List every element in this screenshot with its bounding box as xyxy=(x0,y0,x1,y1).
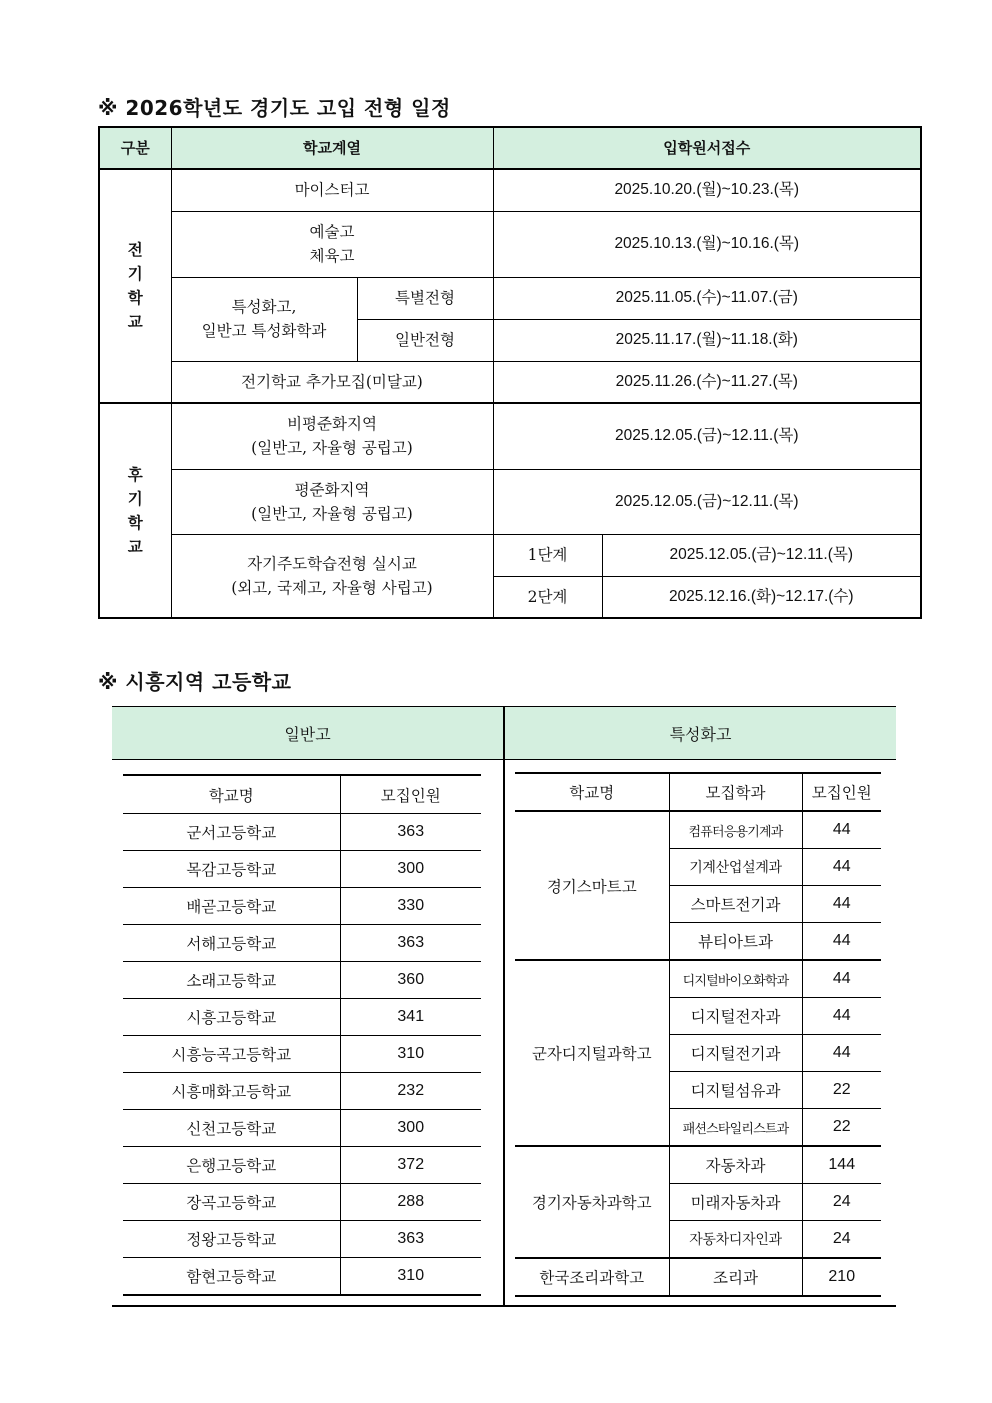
school-name: 경기스마트고 xyxy=(515,811,669,960)
period-cell: 2025.10.20.(월)~10.23.(목) xyxy=(493,169,921,211)
header-quota: 모집인원 xyxy=(340,775,481,814)
header-school-type: 학교계열 xyxy=(171,127,493,169)
quota: 341 xyxy=(340,999,481,1036)
department: 디지털전기과 xyxy=(669,1035,802,1072)
school-name: 경기자동차과학고 xyxy=(515,1146,669,1258)
school-name: 서해고등학교 xyxy=(123,925,340,962)
school-name: 배곧고등학교 xyxy=(123,888,340,925)
sub-type-cell: 일반전형 xyxy=(357,319,493,361)
school-type-cell: 전기학교 추가모집(미달교) xyxy=(171,361,493,403)
school-name: 시흥능곡고등학교 xyxy=(123,1036,340,1073)
quota: 363 xyxy=(340,925,481,962)
header-category: 구분 xyxy=(99,127,171,169)
quota: 310 xyxy=(340,1036,481,1073)
school-name: 장곡고등학교 xyxy=(123,1184,340,1221)
quota: 363 xyxy=(340,1221,481,1258)
table-row xyxy=(515,1146,881,1184)
table-row xyxy=(515,1258,881,1296)
header-department: 모집학과 xyxy=(669,773,802,811)
table-row xyxy=(515,960,881,998)
school-type-cell: 마이스터고 xyxy=(171,169,493,211)
bottom-rule xyxy=(112,1305,896,1307)
department: 조리과 xyxy=(669,1258,802,1296)
header-application-period: 입학원서접수 xyxy=(493,127,921,169)
department: 뷰티아트과 xyxy=(669,923,802,961)
quota: 360 xyxy=(340,962,481,999)
quota: 372 xyxy=(340,1147,481,1184)
quota: 288 xyxy=(340,1184,481,1221)
quota: 24 xyxy=(802,1184,881,1221)
quota: 232 xyxy=(340,1073,481,1110)
table-row xyxy=(123,1036,481,1073)
sub-type-cell: 특별전형 xyxy=(357,277,493,319)
department: 컴퓨터응용기계과 xyxy=(669,811,802,849)
quota: 44 xyxy=(802,923,881,961)
department: 기계산업설계과 xyxy=(669,849,802,886)
column-divider xyxy=(503,706,505,1307)
school-name: 군서고등학교 xyxy=(123,814,340,851)
early-schools-label: 전기학교 xyxy=(99,169,171,403)
department: 디지털섬유과 xyxy=(669,1072,802,1109)
table-row xyxy=(123,1184,481,1221)
school-name: 정왕고등학교 xyxy=(123,1221,340,1258)
quota: 210 xyxy=(802,1258,881,1296)
table-row xyxy=(515,811,881,849)
quota: 44 xyxy=(802,849,881,886)
header-school-name: 학교명 xyxy=(123,775,340,814)
quota: 363 xyxy=(340,814,481,851)
table-row xyxy=(123,925,481,962)
department: 패션스타일리스트과 xyxy=(669,1109,802,1147)
table-row xyxy=(123,1073,481,1110)
department: 디지털전자과 xyxy=(669,998,802,1035)
quota: 310 xyxy=(340,1258,481,1296)
school-name: 신천고등학교 xyxy=(123,1110,340,1147)
table-row xyxy=(123,999,481,1036)
school-type-cell: 특성화고, 일반고 특성화학과 xyxy=(171,277,357,361)
special-school-header: 특성화고 xyxy=(505,706,896,760)
table-row xyxy=(123,1147,481,1184)
period-cell: 2025.12.05.(금)~12.11.(목) xyxy=(493,469,921,534)
school-name: 한국조리과학고 xyxy=(515,1258,669,1296)
table-row xyxy=(123,1258,481,1296)
special-schools-table xyxy=(515,772,881,1297)
school-name: 소래고등학교 xyxy=(123,962,340,999)
school-name: 군자디지털과학고 xyxy=(515,960,669,1146)
quota: 144 xyxy=(802,1146,881,1184)
quota: 330 xyxy=(340,888,481,925)
school-name: 목감고등학교 xyxy=(123,851,340,888)
table-row xyxy=(123,814,481,851)
period-cell: 2025.12.05.(금)~12.11.(목) xyxy=(493,403,921,469)
school-type-cell: 자기주도학습전형 실시교 (외고, 국제고, 자율형 사립고) xyxy=(171,534,493,618)
department: 자동차디자인과 xyxy=(669,1221,802,1259)
department: 스마트전기과 xyxy=(669,886,802,923)
period-cell: 2025.11.26.(수)~11.27.(목) xyxy=(493,361,921,403)
stage-cell: 1단계 xyxy=(493,534,602,576)
general-schools-table xyxy=(123,774,481,1296)
school-name: 은행고등학교 xyxy=(123,1147,340,1184)
table-row xyxy=(123,1110,481,1147)
header-school-name: 학교명 xyxy=(515,773,669,811)
department: 디지털바이오화학과 xyxy=(669,960,802,998)
school-name: 시흥매화고등학교 xyxy=(123,1073,340,1110)
period-cell: 2025.12.05.(금)~12.11.(목) xyxy=(602,534,921,576)
quota: 44 xyxy=(802,811,881,849)
table-row xyxy=(123,851,481,888)
school-type-cell: 예술고 체육고 xyxy=(171,211,493,277)
table-row xyxy=(123,888,481,925)
period-cell: 2025.11.17.(월)~11.18.(화) xyxy=(493,319,921,361)
quota: 22 xyxy=(802,1109,881,1147)
quota: 300 xyxy=(340,1110,481,1147)
period-cell: 2025.10.13.(월)~10.16.(목) xyxy=(493,211,921,277)
general-school-header: 일반고 xyxy=(112,706,503,760)
table-row xyxy=(123,1221,481,1258)
quota: 300 xyxy=(340,851,481,888)
header-quota: 모집인원 xyxy=(802,773,881,811)
department: 자동차과 xyxy=(669,1146,802,1184)
admission-schedule-table xyxy=(98,126,922,619)
school-type-cell: 비평준화지역 (일반고, 자율형 공립고) xyxy=(171,403,493,469)
school-name: 시흥고등학교 xyxy=(123,999,340,1036)
table-row xyxy=(123,962,481,999)
sihung-schools-section xyxy=(112,706,896,1307)
school-type-cell: 평준화지역 (일반고, 자율형 공립고) xyxy=(171,469,493,534)
sihung-heading: ※ 시흥지역 고등학교 xyxy=(98,670,292,694)
period-cell: 2025.12.16.(화)~12.17.(수) xyxy=(602,576,921,618)
late-schools-label: 후기학교 xyxy=(99,403,171,618)
quota: 44 xyxy=(802,998,881,1035)
quota: 44 xyxy=(802,960,881,998)
period-cell: 2025.11.05.(수)~11.07.(금) xyxy=(493,277,921,319)
quota: 44 xyxy=(802,1035,881,1072)
quota: 44 xyxy=(802,886,881,923)
school-name: 함현고등학교 xyxy=(123,1258,340,1296)
stage-cell: 2단계 xyxy=(493,576,602,618)
quota: 22 xyxy=(802,1072,881,1109)
quota: 24 xyxy=(802,1221,881,1259)
department: 미래자동차과 xyxy=(669,1184,802,1221)
schedule-heading: ※ 2026학년도 경기도 고입 전형 일정 xyxy=(98,96,451,120)
